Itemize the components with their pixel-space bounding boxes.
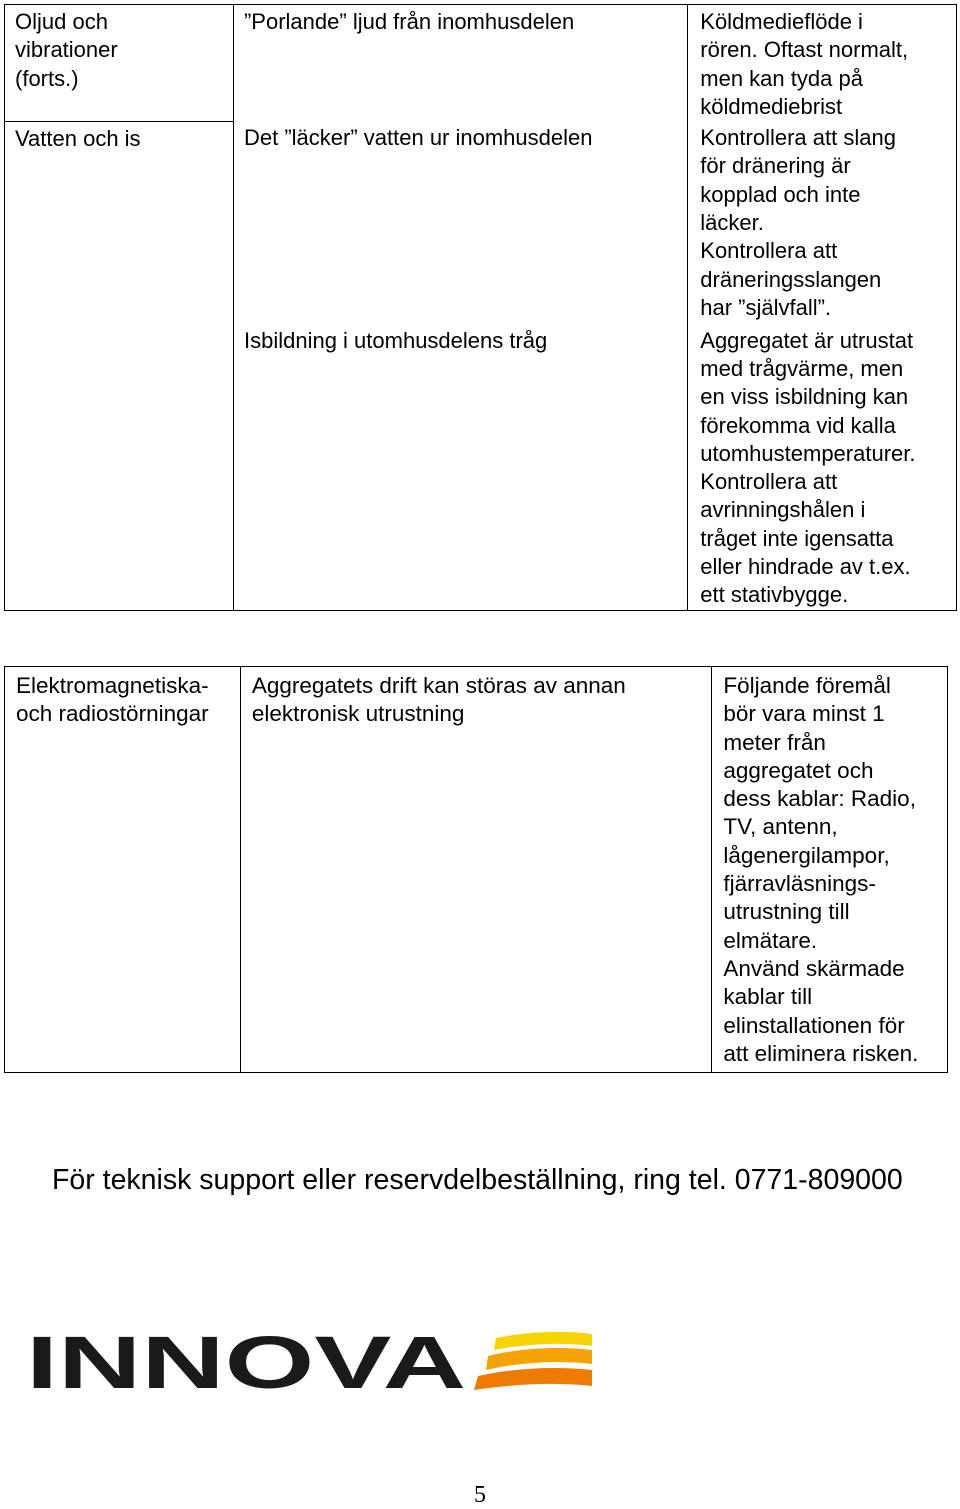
page-number: 5 (474, 1482, 486, 1508)
table-row (5, 5, 957, 122)
remedy-cell: Kontrollera att slang för dränering är kopplad och inte läcker. Kontrollera att dräneringsslangen har ”självfall”. (688, 121, 957, 324)
problem-cell: Aggregatets drift kan störas av annan elektronisk utrustning (240, 667, 712, 1073)
problem-cell: Isbildning i utomhusdelens tråg (233, 324, 687, 610)
problem-cell: Det ”läcker” vatten ur inomhusdelen (233, 121, 687, 324)
remedy-cell: Köldmedieflöde i rören. Oftast normalt, men kan tyda på köldmediebrist (688, 5, 957, 122)
support-text: För teknisk support eller reservdelbeställning, ring tel. 0771-809000 (52, 1164, 903, 1196)
table-row (5, 667, 948, 1073)
remedy-cell: Följande föremål bör vara minst 1 meter från aggregatet och dess kablar: Radio, TV, antenn, lågenergilampor, fjärravläsnings- utrustning till elmätare. Använd skärmade kablar till elinstallationen för att eliminera risken. (712, 667, 948, 1073)
innova-logo (26, 1330, 592, 1392)
remedy-cell: Aggregatet är utrustat med trågvärme, men en viss isbildning kan förekomma vid kalla utomhustemperaturer. Kontrollera att avrinningshålen i tråget inte igensatta eller hindrade av t.ex. ett stativbygge. (688, 324, 957, 610)
table-row (5, 121, 957, 324)
troubleshooting-table (4, 4, 957, 611)
logo-wordmark: INNOVA (26, 1330, 466, 1392)
logo-sun-stripes-icon (474, 1332, 592, 1390)
category-cell: Oljud och vibrationer (forts.) (5, 5, 234, 122)
interference-table (4, 666, 948, 1073)
category-cell (5, 324, 234, 610)
problem-cell: ”Porlande” ljud från inomhusdelen (233, 5, 687, 122)
category-cell: Vatten och is (5, 121, 234, 324)
table-row (5, 324, 957, 610)
category-cell: Elektromagnetiska- och radiostörningar (5, 667, 241, 1073)
